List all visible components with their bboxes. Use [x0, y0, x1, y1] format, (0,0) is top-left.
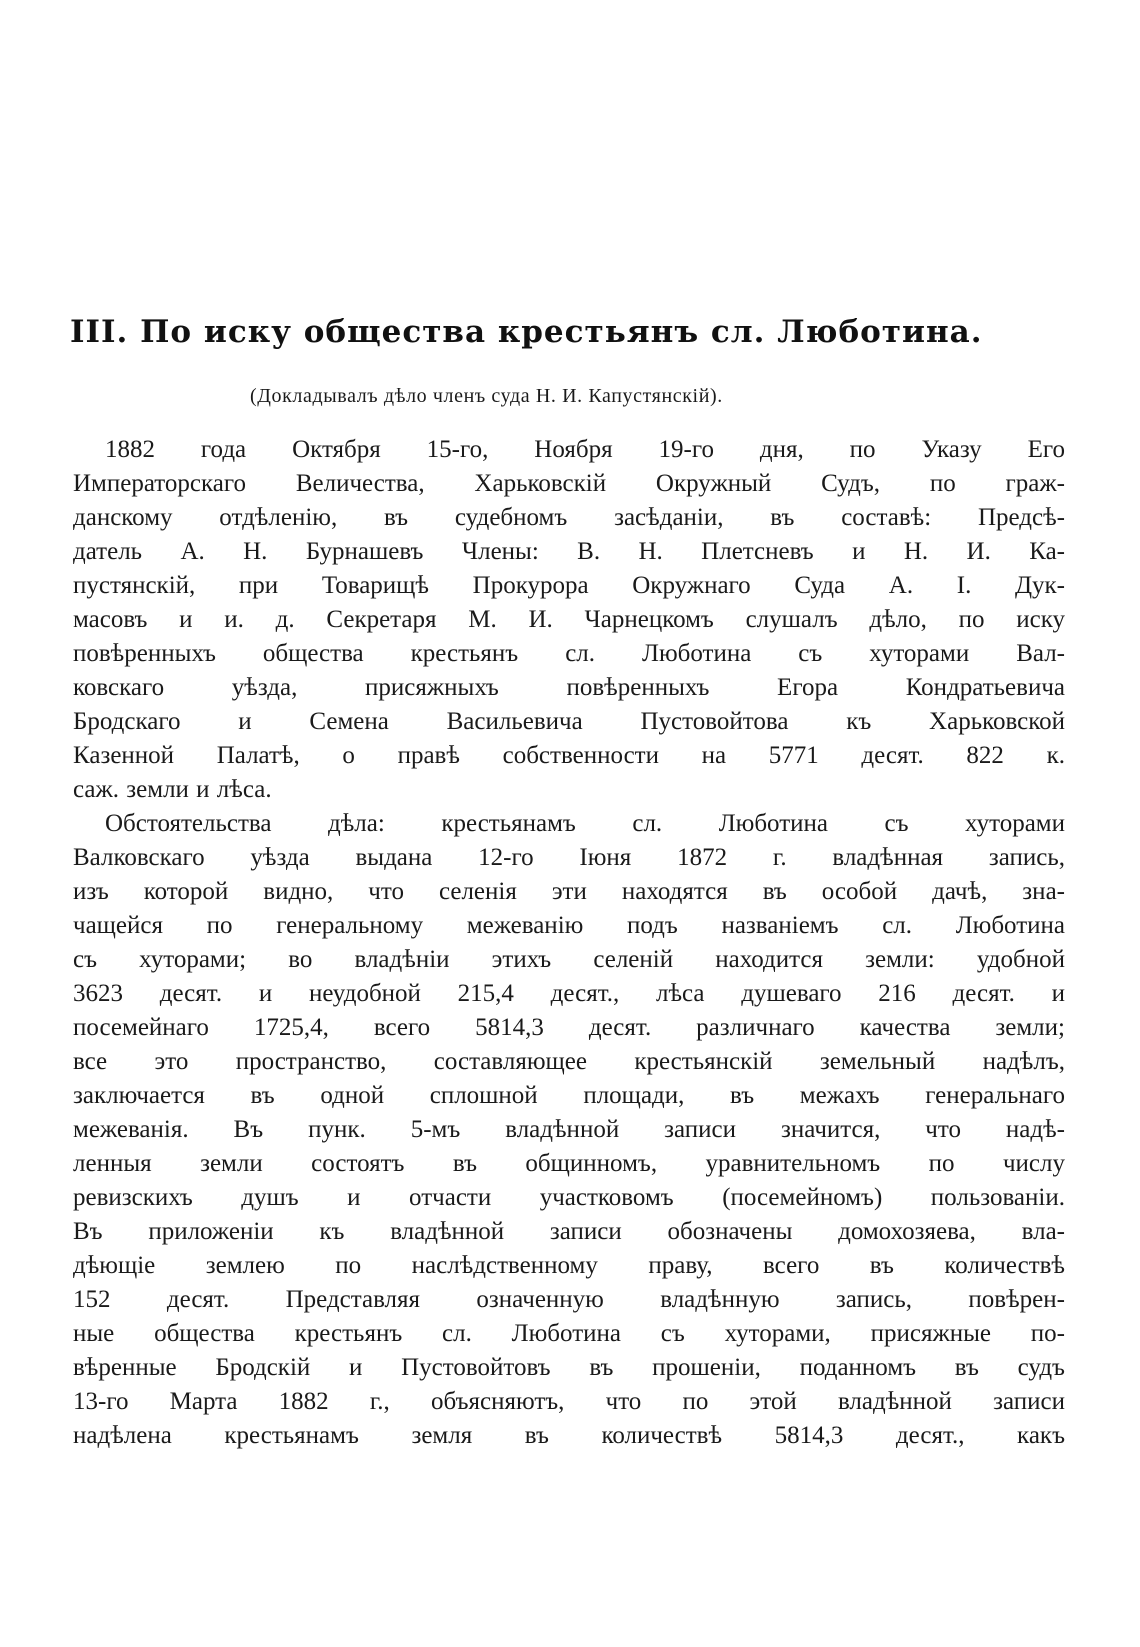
text-line: ревизскихъ душъ и отчасти участковомъ (посемейномъ) пользованіи.: [73, 1184, 1065, 1211]
text-line: ные общества крестьянъ сл. Люботина съ хуторами, присяжные по-: [73, 1320, 1065, 1347]
section-heading: III. По иску общества крестьянъ сл. Люботина.: [70, 314, 983, 350]
text-line: все это пространство, составляющее крестьянскій земельный надѣлъ,: [73, 1048, 1065, 1075]
text-line: изъ которой видно, что селенія эти находятся въ особой дачѣ, зна-: [73, 878, 1065, 905]
text-line: пустянскій, при Товарищѣ Прокурора Окружнаго Суда А. І. Дук-: [73, 572, 1065, 599]
text-line: дѣющіе землею по наслѣдственному праву, всего въ количествѣ: [73, 1252, 1065, 1279]
text-line: ленныя земли состоятъ въ общинномъ, уравнительномъ по числу: [73, 1150, 1065, 1177]
text-line: Императорскаго Величества, Харьковскій Окружный Судъ, по граж-: [73, 470, 1065, 497]
text-line: Бродскаго и Семена Васильевича Пустовойтова къ Харьковской: [73, 708, 1065, 735]
text-line: посемейнаго 1725,4, всего 5814,3 десят. различнаго качества земли;: [73, 1014, 1065, 1041]
text-line: Казенной Палатѣ, о правѣ собственности на 5771 десят. 822 к.: [73, 742, 1065, 769]
text-line: заключается въ одной сплошной площади, въ межахъ генеральнаго: [73, 1082, 1065, 1109]
text-line: повѣренныхъ общества крестьянъ сл. Люботина съ хуторами Вал-: [73, 640, 1065, 667]
reporter-note: (Докладывалъ дѣло членъ суда Н. И. Капустянскій).: [250, 385, 723, 407]
text-line: данскому отдѣленію, въ судебномъ засѣданіи, въ составѣ: Предсѣ-: [73, 504, 1065, 531]
text-line: Обстоятельства дѣла: крестьянамъ сл. Люботина съ хуторами: [105, 810, 1065, 837]
document-body: [73, 433, 1065, 1453]
text-line: 152 десят. Представляя означенную владѣнную запись, повѣрен-: [73, 1286, 1065, 1313]
text-line: ковскаго уѣзда, присяжныхъ повѣренныхъ Егора Кондратьевича: [73, 674, 1065, 701]
text-line: съ хуторами; во владѣніи этихъ селеній находится земли: удобной: [73, 946, 1065, 973]
text-line: межеванія. Въ пунк. 5-мъ владѣнной записи значится, что надѣ-: [73, 1116, 1065, 1143]
text-line: 1882 года Октября 15-го, Ноября 19-го дня, по Указу Его: [105, 436, 1065, 463]
text-line: чащейся по генеральному межеванію подъ названіемъ сл. Люботина: [73, 912, 1065, 939]
text-line: вѣренные Бродскій и Пустовойтовъ въ прошеніи, поданномъ въ судъ: [73, 1354, 1065, 1381]
text-line: 13-го Марта 1882 г., объясняютъ, что по этой владѣнной записи: [73, 1388, 1065, 1415]
text-line: датель А. Н. Бурнашевъ Члены: В. Н. Плетсневъ и Н. И. Ка-: [73, 538, 1065, 565]
text-line: Валковскаго уѣзда выдана 12-го Іюня 1872 г. владѣнная запись,: [73, 844, 1065, 871]
text-line: саж. земли и лѣса.: [73, 776, 272, 803]
text-line: 3623 десят. и неудобной 215,4 десят., лѣса душеваго 216 десят. и: [73, 980, 1065, 1007]
text-line: масовъ и и. д. Секретаря М. И. Чарнецкомъ слушалъ дѣло, по иску: [73, 606, 1065, 633]
text-line: Въ приложеніи къ владѣнной записи обозначены домохозяева, вла-: [73, 1218, 1065, 1245]
text-line: надѣлена крестьянамъ земля въ количествѣ 5814,3 десят., какъ: [73, 1422, 1065, 1449]
